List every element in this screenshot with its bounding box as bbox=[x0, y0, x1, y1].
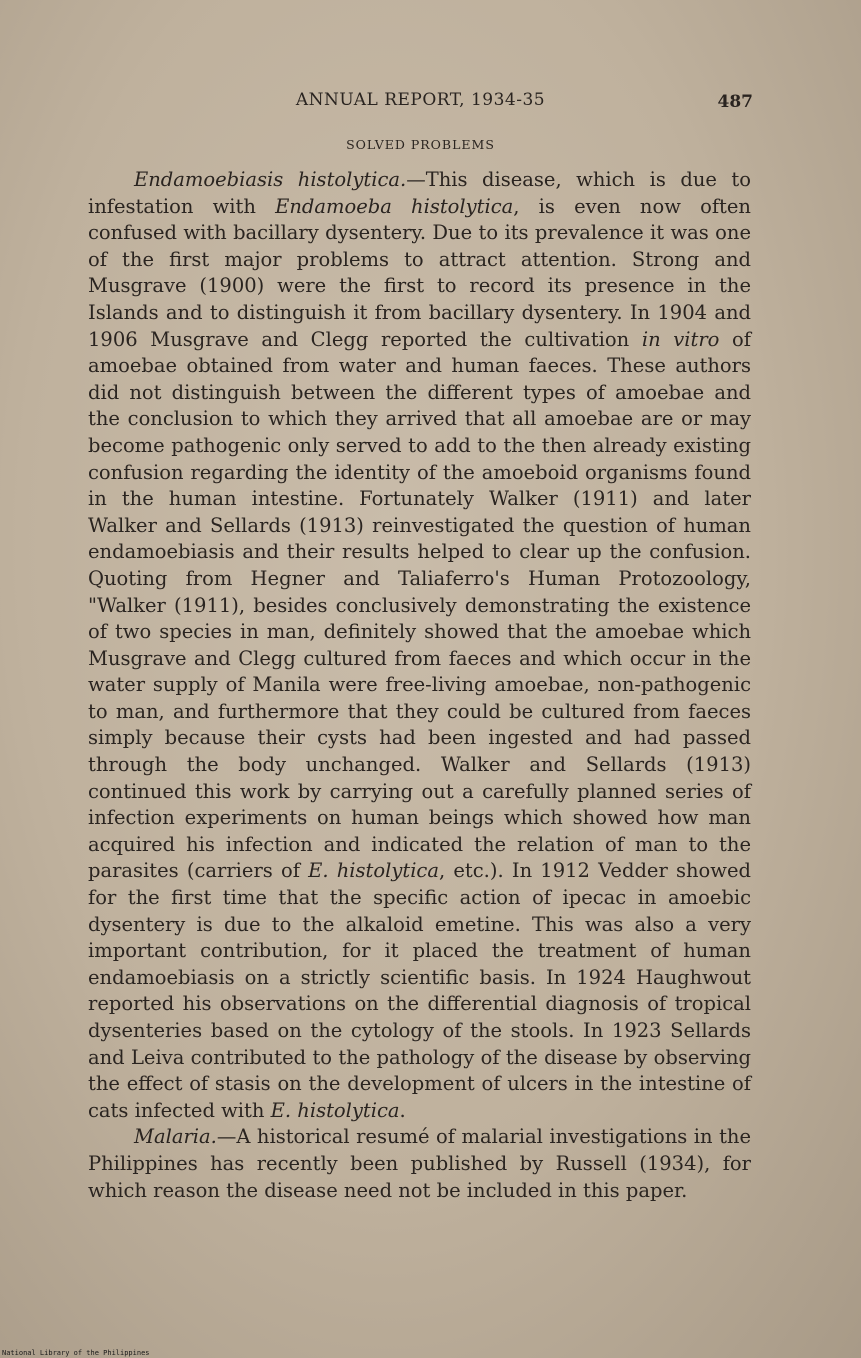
em-dash: — bbox=[216, 1125, 237, 1149]
text-segment: , etc.). In 1912 Vedder showed for the first time that the specific action of ipecac in amoebic dysentery is due to the alkaloid emetine. This was also a very important contribution, for it placed the treatment of human endamoebiasis on a strictly scientific basis. In 1924 Haughwout reported his observations on the differential diagnosis of tropical dysenteries based on the cytology of the stools. In 1923 Sellards and Leiva contributed to the pathology of the disease by observing the effect of stasis on the development of ulcers in the intestine of cats infected with bbox=[88, 859, 751, 1122]
page-number: 487 bbox=[717, 92, 753, 112]
section-heading: SOLVED PROBLEMS bbox=[346, 137, 495, 152]
library-credit: National Library of the Philippines bbox=[2, 1349, 150, 1357]
text-segment: A historical resumé of malarial investigations in the Philippines has recently been published by Russell (1934), for which reason the disease need not be included in this paper. bbox=[88, 1125, 751, 1202]
paragraph-malaria bbox=[88, 1124, 751, 1204]
latin-phrase: in vitro bbox=[641, 327, 720, 351]
text-segment: This disease, which is due to infestation with bbox=[88, 168, 751, 218]
body-text bbox=[88, 167, 751, 1204]
paragraph-term: Malaria. bbox=[134, 1125, 217, 1149]
paragraph-endamoebiasis bbox=[88, 167, 751, 1124]
organism-name: Endamoeba histolytica bbox=[275, 194, 514, 218]
species-name: E. histolytica bbox=[270, 1098, 400, 1122]
text-segment: . bbox=[399, 1098, 406, 1122]
em-dash: — bbox=[406, 168, 426, 191]
text-segment: of amoebae obtained from water and human faeces. These authors did not distinguish between the different types of amoebae and the conclusion to which they arrived that all amoebae are or may become pathogenic only served to add to the then already existing confusion regarding the identity of the amoeboid organisms found in the human intestine. Fortunately Walker (1911) and later Walker and Sellards (1913) reinvestigated the question of human endamoebiasis and their results helped to clear up the confusion. Quoting from Hegner and Taliaferro's Human Protozoology, "Walker (1911), besides conclusively demonstrating the existence of two species in man, definitely showed that the amoebae which Musgrave and Clegg cultured from faeces and which occur in the water supply of Manila were free-living amoebae, non-pathogenic to man, and furthermore that they could be cultured from faeces simply because their cysts had been ingested and had passed through the body unchanged. Walker and Sellards (1913) continued this work by carrying out a carefully planned series of infection experiments on human beings which showed how man acquired his infection and indicated the relation of man to the parasites (carriers of bbox=[88, 327, 752, 883]
paragraph-term: Endamoebiasis histolytica. bbox=[134, 168, 407, 191]
species-name: E. histolytica bbox=[308, 859, 439, 883]
running-title: ANNUAL REPORT, 1934-35 bbox=[295, 90, 546, 110]
text-segment: , is even now often confused with bacillary dysentery. Due to its prevalence it was one of the first major problems to attract attention. Strong and Musgrave (1900) were the first to record its presence in the Islands and to distinguish it from bacillary dysentery. In 1904 and 1906 Musgrave and Clegg reported the cultivation bbox=[88, 194, 751, 351]
running-head bbox=[88, 88, 753, 114]
